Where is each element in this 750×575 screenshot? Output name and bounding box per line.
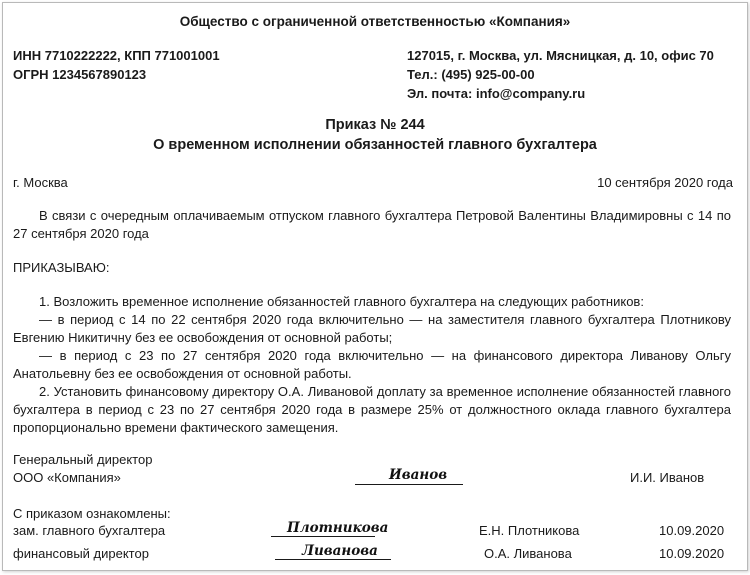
order-item: 2. Установить финансовому директору О.А. Ливановой доплату за временное исполнение обязанностей главного бухгалтера в период с 23 по 27 сентября 2020 года в размере 25% от должностного оклада главного бухгалтера пропорционально времени фактического замещения. bbox=[13, 384, 731, 435]
company-contacts bbox=[407, 46, 714, 103]
acquainted-heading: С приказом ознакомлены: bbox=[13, 506, 171, 521]
company-name: Общество с ограниченной ответственностью «Компания» bbox=[179, 14, 571, 29]
order-word: ПРИКАЗЫВАЮ: bbox=[13, 260, 110, 275]
inn-kpp: ИНН 7710222222, КПП 771001001 bbox=[13, 48, 220, 63]
acquainted-date: 10.09.2020 bbox=[659, 523, 725, 538]
order-title: О временном исполнении обязанностей главного бухгалтера bbox=[153, 137, 597, 153]
acquainted-date: 10.09.2020 bbox=[659, 546, 725, 561]
email: Эл. почта: info@company.ru bbox=[407, 86, 586, 101]
company-requisites bbox=[13, 46, 220, 84]
acquainted-name: Е.Н. Плотникова bbox=[479, 523, 580, 538]
acquainted-position: зам. главного бухгалтера bbox=[13, 523, 166, 538]
address: 127015, г. Москва, ул. Мясницкая, д. 10, офис 70 bbox=[407, 48, 714, 63]
acquainted-signature: Плотникова bbox=[287, 520, 389, 536]
acquainted-name: О.А. Ливанова bbox=[484, 546, 572, 561]
order-date: 10 сентября 2020 года bbox=[597, 175, 733, 190]
document-page bbox=[2, 2, 748, 571]
director-name: И.И. Иванов bbox=[630, 470, 705, 485]
acquainted-signature-line bbox=[275, 559, 391, 560]
director-title: Генеральный директор bbox=[13, 452, 153, 467]
director-org: ООО «Компания» bbox=[13, 470, 121, 485]
order-item: 1. Возложить временное исполнение обязанностей главного бухгалтера на следующих работников: bbox=[39, 294, 644, 309]
order-items bbox=[13, 293, 731, 437]
order-city: г. Москва bbox=[13, 175, 68, 190]
preamble: В связи с очередным оплачиваемым отпуском главного бухгалтера Петровой Валентины Владимировны с 14 по 27 сентября 2020 года bbox=[13, 208, 731, 241]
acquainted-signature: Ливанова bbox=[302, 543, 378, 559]
order-number: Приказ № 244 bbox=[325, 117, 425, 133]
director-signature: Иванов bbox=[389, 467, 448, 483]
order-item: — в период с 14 по 22 сентября 2020 года включительно — на заместителя главного бухгалтера Плотникову Евгению Никитичну без ее освобождения от основной работы; bbox=[13, 312, 731, 345]
order-item: — в период с 23 по 27 сентября 2020 года включительно — на финансового директора Ливанову Ольгу Анатольевну без ее освобождения от основной работы. bbox=[13, 348, 731, 381]
acquainted-position: финансовый директор bbox=[13, 546, 149, 561]
acquainted-signature-line bbox=[271, 536, 375, 537]
ogrn: ОГРН 1234567890123 bbox=[13, 67, 147, 82]
director-signature-line bbox=[355, 484, 463, 485]
phone: Тел.: (495) 925-00-00 bbox=[407, 67, 535, 82]
